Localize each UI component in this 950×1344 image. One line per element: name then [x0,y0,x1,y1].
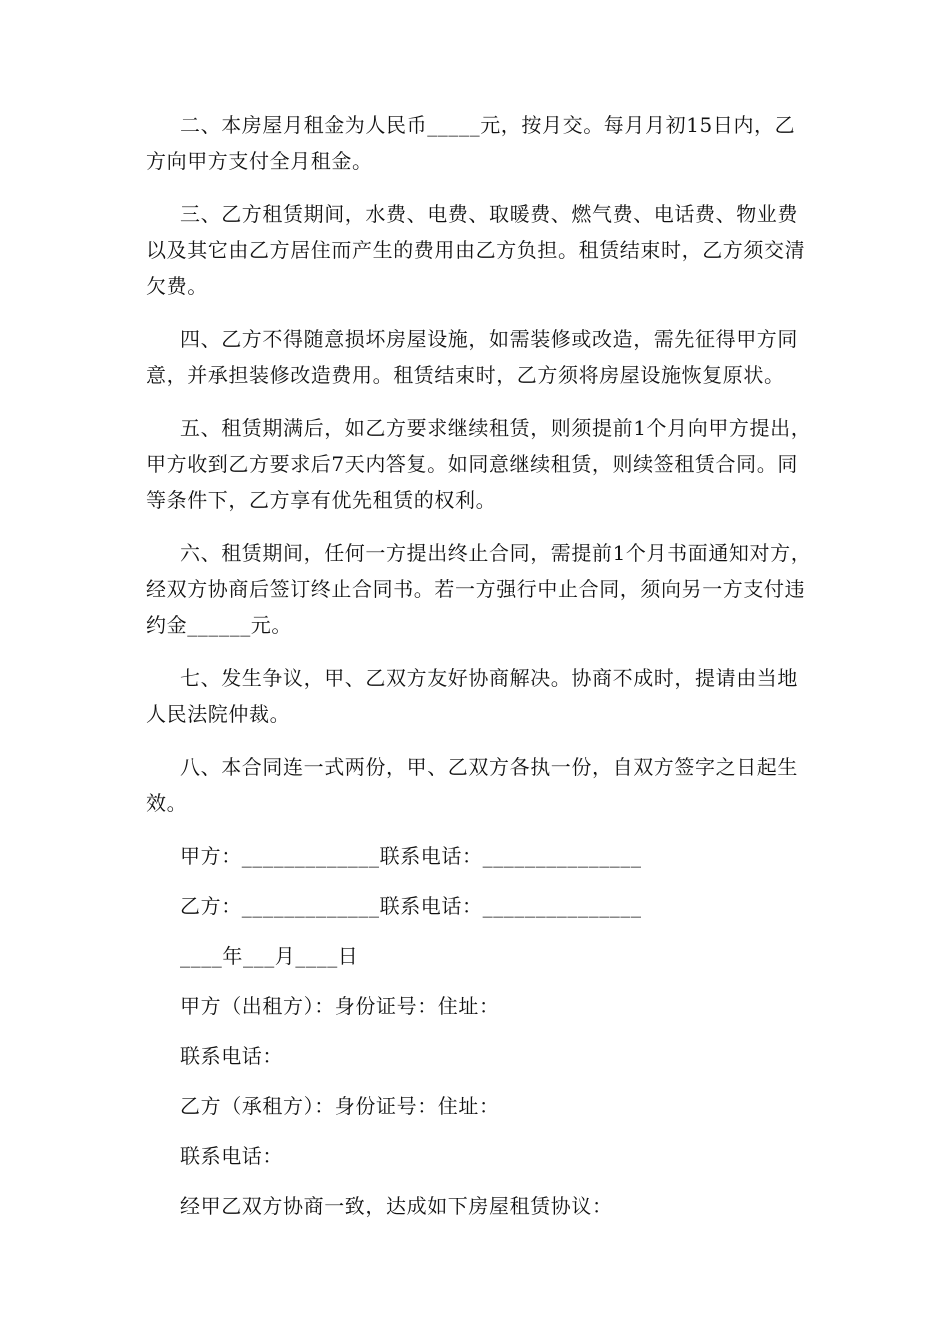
document-body [146,107,812,1238]
clause-2-rent: 二、本房屋月租金为人民币_____元，按月交。每月月初15日内，乙方向甲方支付全月租金。 [146,113,796,173]
clause-6-termination: 六、租赁期间，任何一方提出终止合同，需提前1个月书面通知对方，经双方协商后签订终止合同书。若一方强行中止合同，须向另一方支付违约金______元。 [146,541,812,637]
agreement-intro: 经甲乙双方协商一致，达成如下房屋租赁协议： [180,1194,613,1218]
party-b-signature-line: 乙方：_____________联系电话：_______________ [180,894,642,918]
clause-8-effect: 八、本合同连一式两份，甲、乙双方各执一份，自双方签字之日起生效。 [146,755,798,815]
clause-5-renewal: 五、租赁期满后，如乙方要求继续租赁，则须提前1个月向甲方提出，甲方收到乙方要求后7天内答复。如同意继续租赁，则续签租赁合同。同等条件下，乙方享有优先租赁的权利。 [146,416,812,512]
party-a-signature-line: 甲方：_____________联系电话：_______________ [180,844,642,868]
tenant-info: 乙方（承租方）：身份证号：住址： [180,1094,500,1118]
landlord-info: 甲方（出租方）：身份证号：住址： [180,994,500,1018]
clause-7-dispute: 七、发生争议，甲、乙双方友好协商解决。协商不成时，提请由当地人民法院仲裁。 [146,666,798,726]
landlord-phone: 联系电话： [180,1044,283,1068]
date-line: ____年___月____日 [180,944,359,968]
tenant-phone: 联系电话： [180,1144,283,1168]
clause-3-fees: 三、乙方租赁期间，水费、电费、取暖费、燃气费、电话费、物业费以及其它由乙方居住而产生的费用由乙方负担。租赁结束时，乙方须交清欠费。 [146,202,806,298]
clause-4-facilities: 四、乙方不得随意损坏房屋设施，如需装修或改造，需先征得甲方同意，并承担装修改造费用。租赁结束时，乙方须将房屋设施恢复原状。 [146,327,798,387]
